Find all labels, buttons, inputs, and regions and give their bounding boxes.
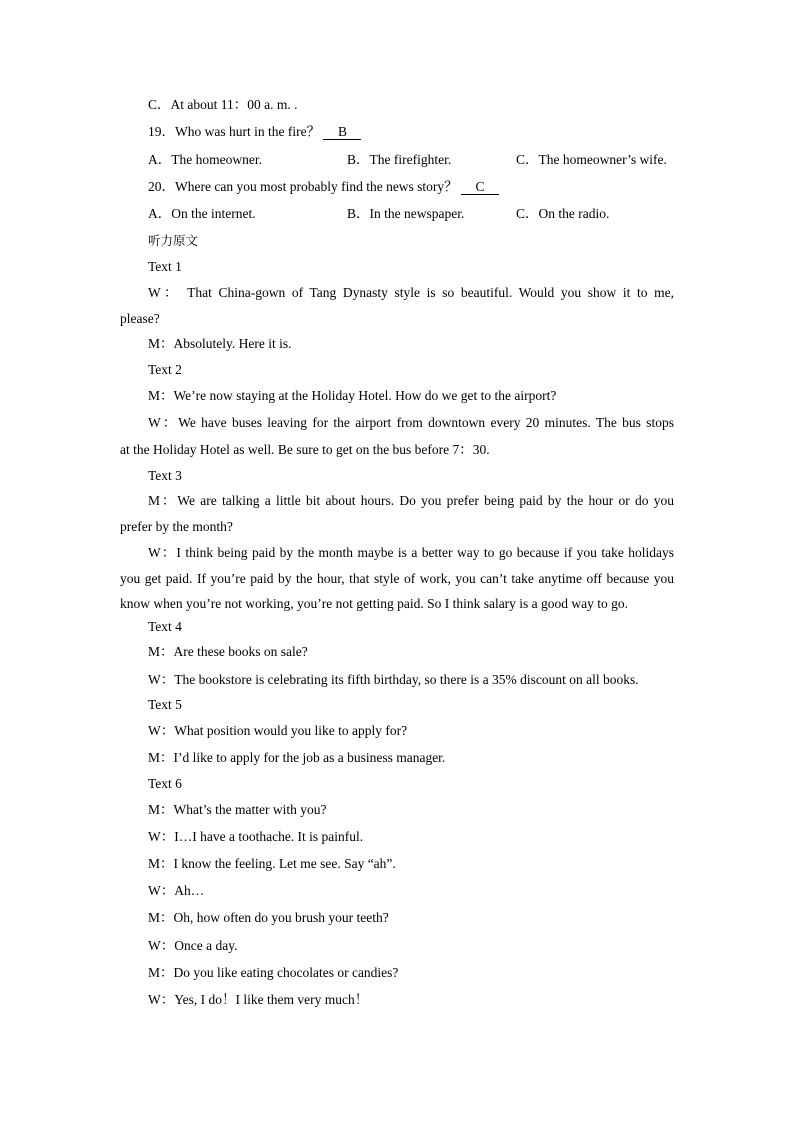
text2-heading: Text 2 <box>148 362 182 377</box>
text1-w-line2: please? <box>120 311 160 326</box>
q19-option-c: C．The homeowner’s wife. <box>516 152 667 167</box>
text1-m: M：Absolutely. Here it is. <box>148 336 292 351</box>
text6-line: M：Oh, how often do you brush your teeth? <box>148 910 389 925</box>
q20-option-c: C．On the radio. <box>516 206 610 221</box>
q19-answer: B <box>323 124 361 140</box>
q18-option-c: C．At about 11：00 a. m. . <box>148 97 298 112</box>
text6-line: W：I…I have a toothache. It is painful. <box>148 829 364 844</box>
q20-option-a: A．On the internet. <box>148 206 256 221</box>
q19-option-a: A．The homeowner. <box>148 152 262 167</box>
q20-stem: 20．Where can you most probably find the news story？ <box>148 179 458 194</box>
text6-line: W：Ah… <box>148 883 205 898</box>
text6-line: M：Do you like eating chocolates or candies? <box>148 965 399 980</box>
text3-w-line2: you get paid. If you’re paid by the hour, that style of work, you can’t take anytime off because you <box>120 571 674 586</box>
text3-w-line3: know when you’re not working, you’re not getting paid. So I think salary is a good way to go. <box>120 596 629 611</box>
text5-heading: Text 5 <box>148 697 182 712</box>
text2-w-line2: at the Holiday Hotel as well. Be sure to get on the bus before 7：30. <box>120 442 490 457</box>
q20-answer: C <box>461 179 499 195</box>
text2-w-line1: W：We have buses leaving for the airport from downtown every 20 minutes. The bus stops <box>148 415 674 430</box>
text3-m-line1: M：We are talking a little bit about hours. Do you prefer being paid by the hour or do you <box>148 493 674 508</box>
text6-heading: Text 6 <box>148 776 182 791</box>
q19-option-b: B．The firefighter. <box>347 152 452 167</box>
text6-line: M：What’s the matter with you? <box>148 802 327 817</box>
text6-line: M：I know the feeling. Let me see. Say “ah”. <box>148 856 396 871</box>
text6-line: W：Once a day. <box>148 938 238 953</box>
text3-w-line1: W：I think being paid by the month maybe is a better way to go because if you take holidays <box>148 545 674 560</box>
text4-heading: Text 4 <box>148 619 182 634</box>
text1-heading: Text 1 <box>148 259 182 274</box>
text1-w-line1: W： That China-gown of Tang Dynasty style is so beautiful. Would you show it to me, <box>148 285 674 300</box>
text4-m: M：Are these books on sale? <box>148 644 308 659</box>
text2-m: M：We’re now staying at the Holiday Hotel. How do we get to the airport? <box>148 388 557 403</box>
q19-stem: 19．Who was hurt in the fire？ <box>148 124 321 139</box>
section-title: 听力原文 <box>148 233 199 248</box>
q20-option-b: B．In the newspaper. <box>347 206 465 221</box>
q19-question <box>148 123 361 141</box>
text3-heading: Text 3 <box>148 468 182 483</box>
text3-m-line2: prefer by the month? <box>120 519 233 534</box>
q20-question <box>148 178 499 196</box>
text5-m: M：I’d like to apply for the job as a business manager. <box>148 750 446 765</box>
text5-w: W：What position would you like to apply for? <box>148 723 408 738</box>
text6-line: W：Yes, I do！I like them very much！ <box>148 992 369 1007</box>
text4-w: W：The bookstore is celebrating its fifth birthday, so there is a 35% discount on all books. <box>148 672 639 687</box>
